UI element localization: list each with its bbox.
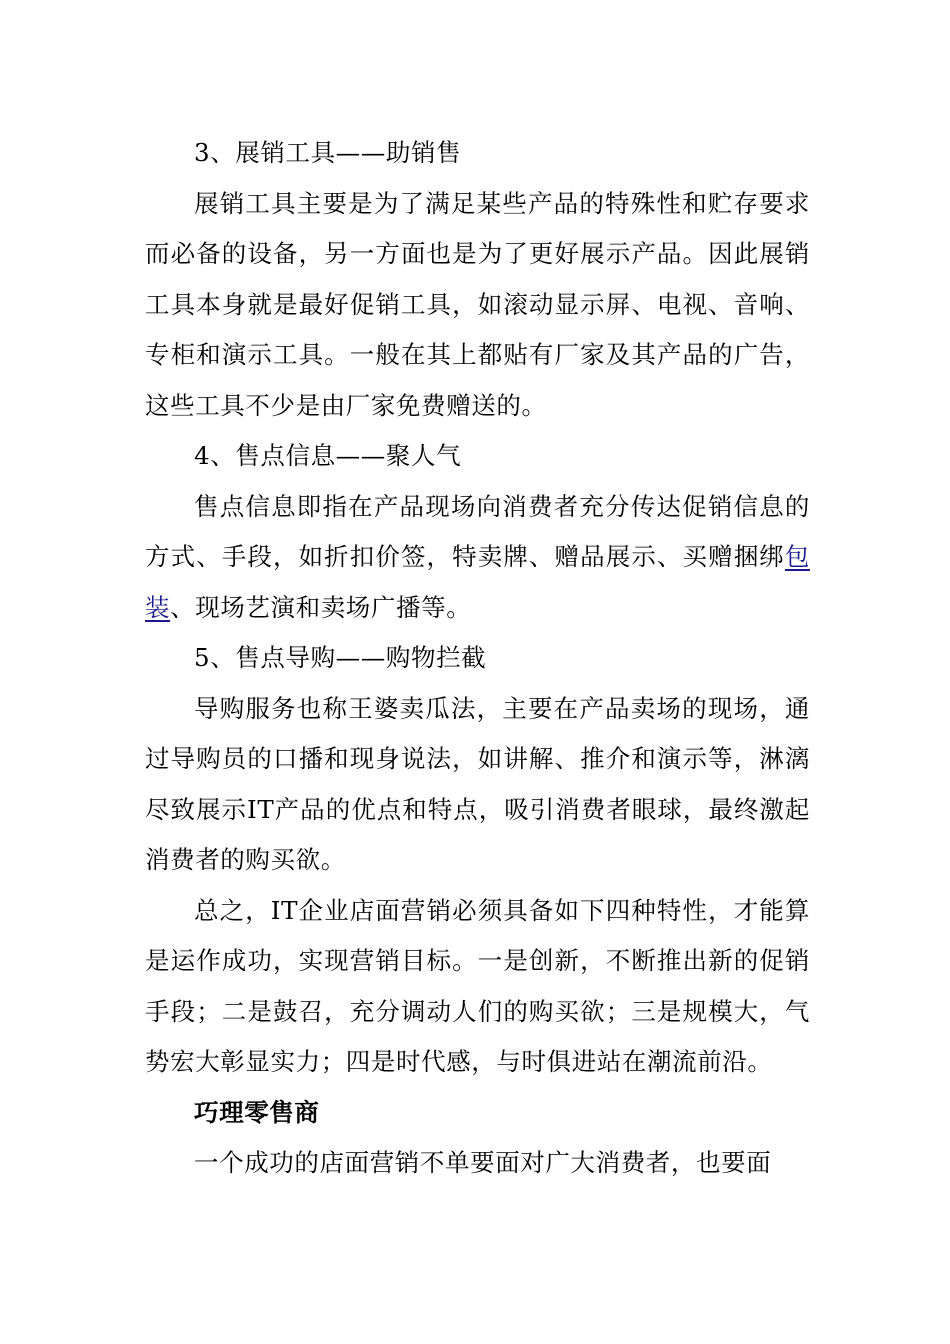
section-5-title: 5、售点导购——购物拦截 — [194, 643, 487, 672]
section-4-title: 4、售点信息——聚人气 — [194, 441, 462, 470]
section-4-body — [145, 482, 810, 634]
summary-paragraph: 总之，IT企业店面营销必须具备如下四种特性，才能算是运作成功，实现营销目标。一是创新，不断推出新的促销手段；二是鼓召，充分调动人们的购买欲；三是规模大，气势宏大彰显实力；四是时代感，与时俱进站在潮流前沿。 — [145, 895, 810, 1076]
document-body — [145, 128, 810, 1189]
final-paragraph: 一个成功的店面营销不单要面对广大消费者，也要面 — [194, 1148, 772, 1177]
section-3-body: 展销工具主要是为了满足某些产品的特殊性和贮存要求而必备的设备，另一方面也是为了更好展示产品。因此展销工具本身就是最好促销工具，如滚动显示屏、电视、音响、专柜和演示工具。一般在其上都贴有厂家及其产品的广告，这些工具不少是由厂家免费赠送的。 — [145, 188, 810, 420]
subheading-retailers: 巧理零售商 — [194, 1097, 320, 1127]
section-5-body: 导购服务也称王婆卖瓜法，主要在产品卖场的现场，通过导购员的口播和现身说法，如讲解、推介和演示等，淋漓尽致展示IT产品的优点和特点，吸引消费者眼球，最终激起消费者的购买欲。 — [145, 693, 810, 874]
packaging-link[interactable]: 包装 — [145, 542, 810, 622]
section-4-body-text: 售点信息即指在产品现场向消费者充分传达促销信息的方式、手段，如折扣价签，特卖牌、赠品展示、买赠捆绑 — [145, 491, 810, 571]
section-4-body-text-end: 、现场艺演和卖场广播等。 — [170, 592, 472, 622]
section-3-title: 3、展销工具——助销售 — [194, 138, 462, 167]
